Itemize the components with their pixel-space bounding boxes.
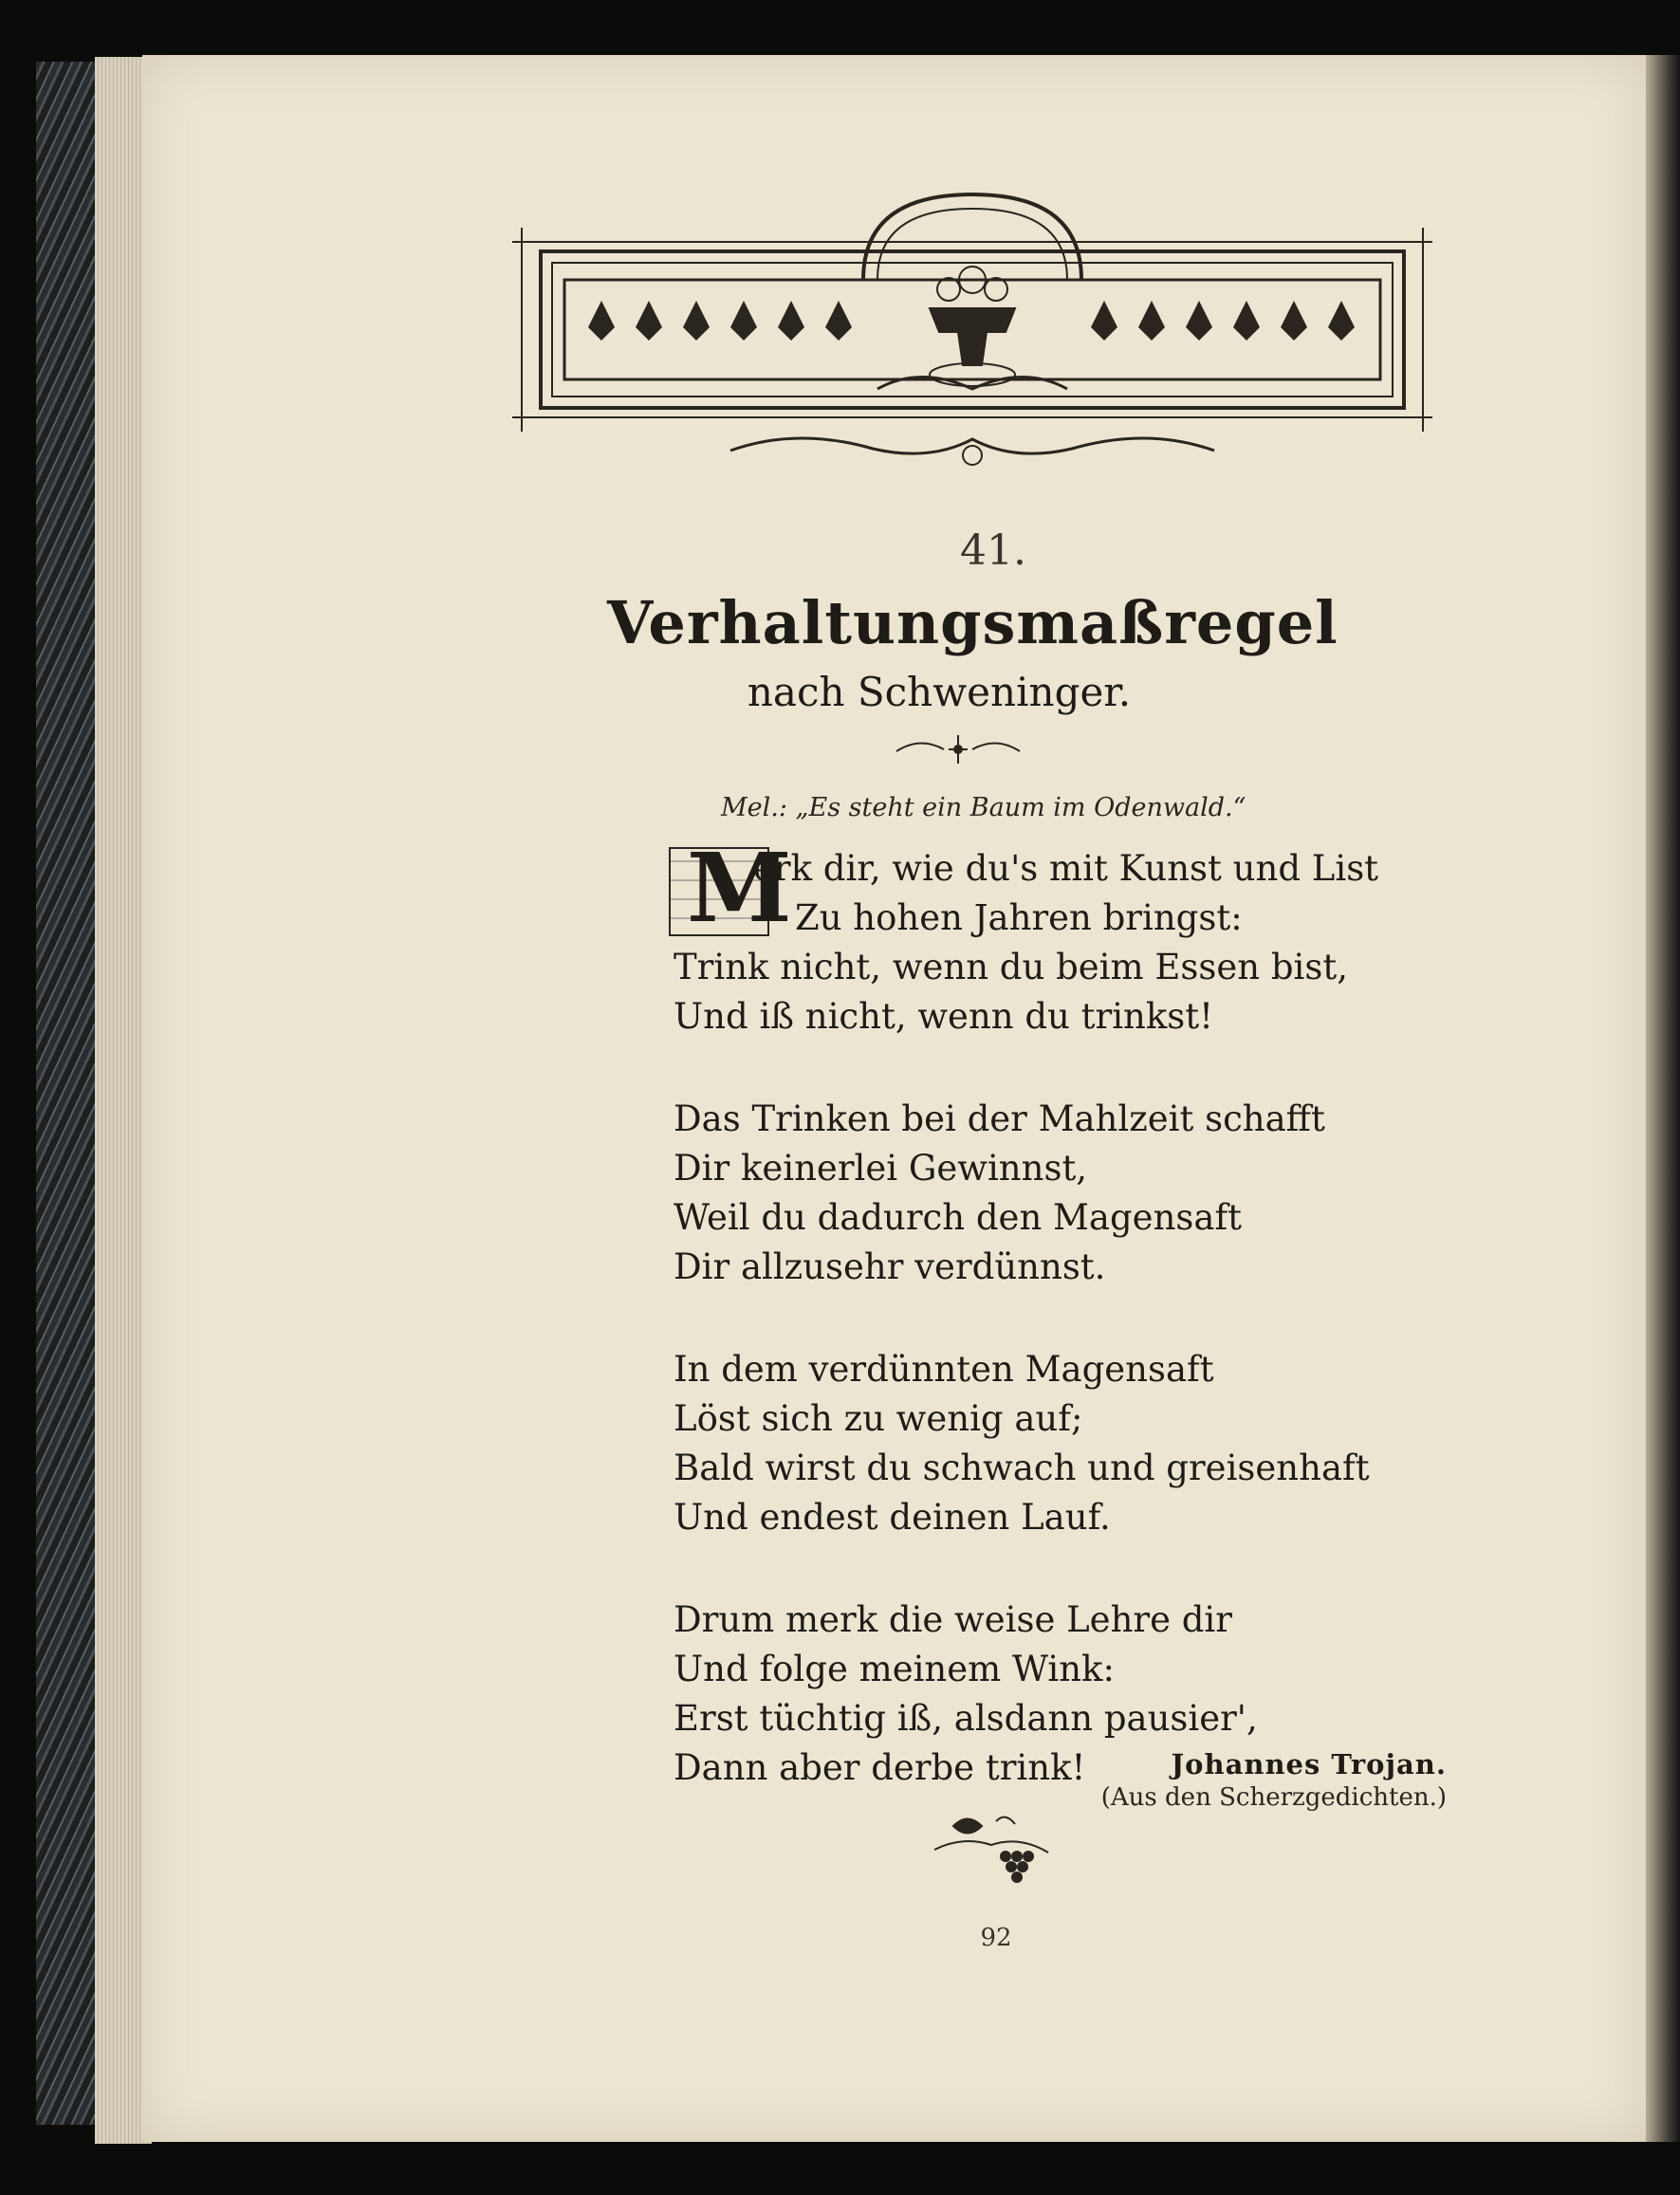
poem-line: Das Trinken bei der Mahlzeit schafft [674,1098,1325,1139]
poem-line: Dir keinerlei Gewinnst, [674,1148,1088,1189]
poem-line: Trink nicht, wenn du beim Essen bist, [674,947,1348,987]
poem-line: Und folge meinem Wink: [674,1649,1115,1689]
source-note: (Aus den Scherzgedichten.) [1100,1783,1447,1812]
poem-line: Erst tüchtig iß, alsdann pausier', [674,1698,1258,1739]
book-gutter [1646,55,1680,2142]
author-name: Johannes Trojan. [1171,1748,1447,1780]
stanza [674,832,1432,1042]
poem-line: Bald wirst du schwach und greisenhaft [674,1448,1370,1488]
drop-cap-block [674,832,1432,944]
poem-line: Dann aber derbe trink! [674,1747,1086,1788]
poem-line: Drum merk die weise Lehre dir [674,1599,1232,1640]
poem-body [674,832,1432,1846]
stanza [674,1345,1432,1542]
poem-subtitle: nach Schweninger. [747,669,1132,715]
initial-letter: M [687,832,792,944]
melody-note: Mel.: „Es steht ein Baum im Odenwald.“ [721,793,1246,822]
poem-line: Löst sich zu wenig auf; [674,1398,1083,1439]
flourish-divider-icon [892,730,1025,768]
header-ornament-icon [512,185,1432,479]
page-number: 92 [980,1924,1012,1952]
poem-line: Zu hohen Jahren bringst: [795,897,1243,938]
poem-line: Dir allzusehr verdünnst. [674,1246,1106,1287]
poem-line: In dem verdünnten Magensaft [674,1349,1214,1390]
poem-line: Weil du dadurch den Magensaft [674,1197,1243,1238]
marbled-book-edge [36,62,102,2125]
poem-number: 41. [960,526,1026,575]
grape-vignette-icon [925,1807,1058,1892]
stanza [674,1095,1432,1292]
poem-line: Und iß nicht, wenn du trinkst! [674,996,1214,1037]
poem-title: Verhaltungsmaßregel [607,588,1338,657]
poem-line: erk dir, wie du's mit Kunst und List [753,848,1379,889]
poem-line: Und endest deinen Lauf. [674,1497,1111,1538]
